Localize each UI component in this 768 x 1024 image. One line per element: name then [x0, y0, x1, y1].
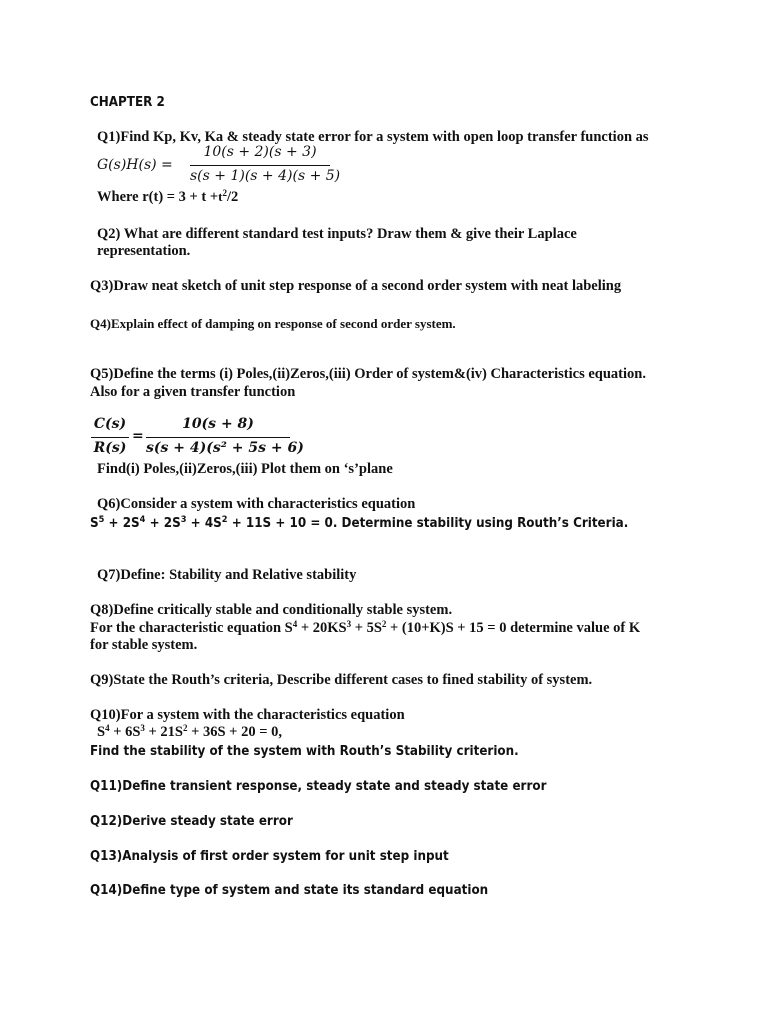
q6-term-e: + 11S + 10 = 0. Determine stability using Routh’s Criteria.	[227, 516, 629, 531]
q6-exp-c: 3	[180, 515, 187, 525]
q1-numerator: 10(s + 2)(s + 3)	[203, 144, 317, 160]
q6-equation	[90, 515, 628, 532]
q1-denominator: s(s + 1)(s + 4)(s + 5)	[190, 168, 341, 184]
q8-term-b: + 20KS	[297, 620, 347, 636]
q10-term-c: + 21S	[144, 724, 183, 740]
q12-text: Q12)Derive steady state error	[90, 814, 293, 829]
q13-text: Q13)Analysis of first order system for unit step input	[90, 849, 449, 864]
q1-where-t: t	[218, 189, 223, 204]
q2-line-2: representation.	[97, 243, 191, 259]
q6-term-b: + 2S	[104, 516, 140, 531]
q5-equals: =	[132, 428, 144, 444]
q1-where-exp: 2	[222, 188, 227, 198]
q6-term-c: + 2S	[145, 516, 181, 531]
q6-term-d: + 4S	[186, 516, 222, 531]
q10-exp-a: 4	[105, 723, 110, 733]
q5-transfer-function	[90, 414, 310, 462]
q1-where-prefix: Where r(t) = 3 + t +	[97, 189, 219, 205]
q8-exp-c: 2	[381, 619, 387, 629]
q10-term-d: + 36S + 20 = 0,	[187, 724, 282, 740]
q6-term-a: S	[90, 516, 99, 531]
q6-line-1: Q6)Consider a system with characteristics equation	[97, 496, 416, 512]
q10-term-a: S	[97, 724, 106, 740]
q6-exp-b: 4	[139, 515, 146, 525]
q5-denominator: s(s + 4)(s² + 5s + 6)	[146, 440, 304, 456]
q1-fraction-bar	[190, 165, 330, 166]
q2-line-1: Q2) What are different standard test inputs? Draw them & give their Laplace	[97, 226, 577, 242]
q3-text: Q3)Draw neat sketch of unit step response of a second order system with neat labeling	[90, 278, 622, 294]
q1-lhs: G(s)H(s) =	[97, 157, 173, 173]
q6-exp-a: 5	[98, 515, 105, 525]
q8-term-c: + 5S	[351, 620, 382, 636]
q14-text: Q14)Define type of system and state its standard equation	[90, 883, 489, 898]
q1-where-suffix: /2	[227, 189, 239, 205]
q8-line-3: for stable system.	[90, 637, 198, 653]
chapter-heading: CHAPTER 2	[90, 95, 165, 110]
q8-term-d: + (10+K)S + 15 = 0 determine value of K	[386, 620, 641, 636]
q11-text: Q11)Define transient response, steady state and steady state error	[90, 779, 547, 794]
q5-line-2: Also for a given transfer function	[90, 384, 296, 400]
q5-lhs-denominator: R(s)	[93, 440, 127, 456]
q4-text: Q4)Explain effect of damping on response of second order system.	[90, 316, 456, 331]
q1-text: Q1)Find Kp, Kv, Ka & steady state error for a system with open loop transfer function as	[97, 129, 649, 145]
q8-exp-a: 4	[292, 619, 298, 629]
q7-text: Q7)Define: Stability and Relative stability	[97, 567, 357, 583]
q5-lhs-numerator: C(s)	[93, 416, 127, 432]
q10-term-b: + 6S	[109, 724, 141, 740]
q10-equation	[97, 724, 282, 741]
q8-exp-b: 3	[346, 619, 352, 629]
q10-line-3: Find the stability of the system with Routh’s Stability criterion.	[90, 744, 519, 759]
q1-transfer-function	[97, 144, 341, 188]
q5-lhs-bar	[91, 437, 129, 438]
q8-term-a: For the characteristic equation S	[90, 620, 293, 636]
q8-line-2	[90, 620, 640, 637]
q5-numerator: 10(s + 8)	[182, 416, 254, 432]
q1-input-signal	[97, 188, 238, 206]
q10-exp-b: 3	[140, 723, 145, 733]
q8-line-1: Q8)Define critically stable and conditionally stable system.	[90, 602, 453, 618]
q5-line-3: Find(i) Poles,(ii)Zeros,(iii) Plot them on ‘s’plane	[97, 461, 393, 477]
q6-exp-d: 2	[221, 515, 228, 525]
q10-exp-c: 2	[182, 723, 188, 733]
q5-line-1: Q5)Define the terms (i) Poles,(ii)Zeros,(iii) Order of system&(iv) Characteristics equation.	[90, 366, 646, 382]
q5-fraction-bar	[146, 437, 290, 438]
q9-text: Q9)State the Routh’s criteria, Describe different cases to fined stability of system.	[90, 672, 593, 688]
q10-line-1: Q10)For a system with the characteristics equation	[90, 707, 405, 723]
